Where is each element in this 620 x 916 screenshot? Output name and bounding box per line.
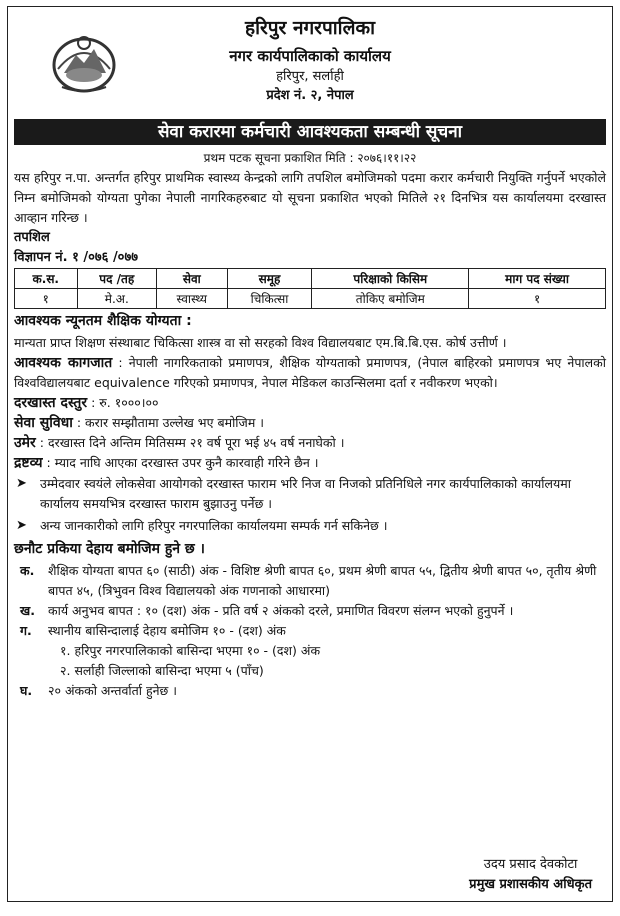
selection-item — [8, 681, 612, 701]
item-key: ग. — [20, 623, 32, 638]
advert-number: विज्ञापन नं. १ /०७६ /०७७ — [14, 250, 138, 265]
col-group: समूह — [227, 269, 312, 289]
list-item — [8, 473, 612, 515]
signatory-role: प्रमुख प्रशासकीय अधिकृत — [469, 877, 592, 892]
note-section — [8, 453, 612, 473]
signature-block — [469, 855, 592, 895]
selection-item — [8, 601, 612, 621]
cell-group: चिकित्सा — [227, 289, 312, 309]
tapsil-label: तपशिल — [14, 230, 50, 245]
item-key: ख. — [20, 603, 35, 618]
cell-exam: तोकिए बमोजिम — [312, 289, 469, 309]
cell-sn: १ — [15, 289, 78, 309]
documents-text: : नेपाली नागरिकताको प्रमाणपत्र, शैक्षिक योग्यताको प्रमाणपत्र, (नेपाल बाहिरको प्रमाणपत्र भए नेपालको विश्वविद्यालयबाट equivalence गरिएको प्रमाणपत्र, नेपाल मेडिकल काउन्सिलमा दर्ता र नवीकरण भएको। — [14, 355, 606, 390]
facility-label: सेवा सुविधा — [14, 415, 73, 431]
fee-text: : रु. १०००।०० — [91, 395, 159, 410]
qualification-text: मान्यता प्राप्त शिक्षण संस्थाबाट चिकित्सा शास्त्र वा सो सरहको विश्व विद्यालयबाट एम.बि.बि.एस. कोर्ष उत्तीर्ण । — [14, 335, 507, 350]
fee-label: दरखास्त दस्तुर — [14, 395, 88, 411]
facility-section — [8, 413, 612, 433]
bullet-text: उम्मेदवार स्वयंले लोकसेवा आयोगको दरखास्त फाराम भरि निज वा निजको प्रतिनिधिले नगर कार्यपालिकाको कार्यालयमा कार्यालय समयभित्र दरखास्त फाराम बुझाउनु पर्नेछ । — [40, 476, 571, 511]
fee-section — [8, 393, 612, 413]
item-text: कार्य अनुभव बापत : १० (दश) अंक - प्रति वर्ष २ अंकको दरले, प्रमाणित विवरण संलग्न भएको हुनुपर्ने । — [48, 603, 514, 618]
age-label: उमेर — [14, 435, 36, 451]
age-section — [8, 433, 612, 453]
cell-count: १ — [469, 289, 606, 309]
note-text: : म्याद नाघि आएका दरखास्त उपर कुनै कारवाही गरिने छैन । — [46, 455, 319, 470]
col-service: सेवा — [157, 269, 228, 289]
selection-item — [8, 621, 612, 641]
list-item — [8, 515, 612, 537]
office-place: हरिपुर, सर्लाही — [276, 69, 344, 84]
col-post: पद /तह — [77, 269, 156, 289]
signatory-name: उदय प्रसाद देवकोटा — [483, 857, 578, 872]
item-text: स्थानीय बासिन्दालाई देहाय बमोजिम १० - (दश) अंक — [48, 623, 286, 638]
item-key: क. — [20, 563, 35, 578]
cell-service: स्वास्थ्य — [157, 289, 228, 309]
arrow-bullet-icon: ➤ — [16, 518, 27, 533]
item-text: २० अंकको अन्तर्वार्ता हुनेछ । — [48, 683, 178, 698]
published-date: प्रथम पटक सूचना प्रकाशित मिति : २०७६।११।२२ — [203, 151, 417, 165]
bullet-text: अन्य जानकारीको लागि हरिपुर नगरपालिका कार्यालयमा सम्पर्क गर्न सकिनेछ । — [40, 518, 388, 533]
facility-text: : करार सम्झौतामा उल्लेख भए बमोजिम । — [76, 415, 265, 430]
note-label: द्रष्टव्य — [14, 455, 43, 471]
selection-item — [8, 561, 612, 601]
org-name: हरिपुर नगरपालिका — [244, 17, 375, 39]
age-text: : दरखास्त दिने अन्तिम मितिसम्म २१ वर्ष पूरा भई ४५ वर्ष ननाघेको । — [39, 435, 345, 450]
documents-section — [8, 353, 612, 393]
province: प्रदेश नं. २, नेपाल — [266, 88, 354, 103]
arrow-bullet-icon: ➤ — [16, 476, 27, 491]
table-row — [15, 289, 606, 309]
selection-subitem: २. सर्लाही जिल्लाको बासिन्दा भएमा ५ (पाँच) — [60, 663, 264, 678]
office-name: नगर कार्यपालिकाको कार्यालय — [229, 47, 391, 65]
letterhead — [8, 7, 612, 117]
col-exam: परिक्षाको किसिम — [312, 269, 469, 289]
intro-paragraph: यस हरिपुर न.पा. अन्तर्गत हरिपुर प्राथमिक स्वास्थ्य केन्द्रको लागि तपशिल बमोजिमको पदमा करार कर्मचारी नियुक्ति गर्नुपर्ने भएकोले निम्न बमोजिमको योग्यता पुगेका नेपाली नागरिकहरुबाट यो सूचना प्रकाशित भएको मितिले २१ दिनभित्र यस कार्यालयमा दरखास्त आव्हान गरिन्छ । — [14, 170, 606, 225]
cell-post: मे.अ. — [77, 289, 156, 309]
table-header-row — [15, 269, 606, 289]
qualification-title: आवश्यक न्यूनतम शैक्षिक योग्यता : — [14, 313, 192, 329]
item-key: घ. — [20, 683, 33, 698]
col-sn: क.स. — [15, 269, 78, 289]
selection-title: छनौट प्रकिया देहाय बमोजिम हुने छ । — [14, 541, 205, 557]
item-text: शैक्षिक योग्यता बापत ६० (साठी) अंक - विशिष्ट श्रेणी बापत ६०, प्रथम श्रेणी बापत ५५, द्वितीय श्रेणी बापत ५०, तृतीय श्रेणी बापत ४५, (त्रिभुवन विश्व विद्यालयको अंक गणनाको आधारमा) — [48, 563, 597, 598]
documents-label: आवश्यक कागजात — [14, 355, 113, 371]
nepal-government-emblem-icon — [48, 29, 120, 95]
posts-table — [14, 268, 606, 309]
notice-title: सेवा करारमा कर्मचारी आवश्यकता सम्बन्धी सूचना — [14, 119, 606, 145]
notice-page — [7, 6, 613, 902]
col-count: माग पद संख्या — [469, 269, 606, 289]
selection-subitem: १. हरिपुर नगरपालिकाको बासिन्दा भएमा १० - (दश) अंक — [60, 643, 321, 658]
